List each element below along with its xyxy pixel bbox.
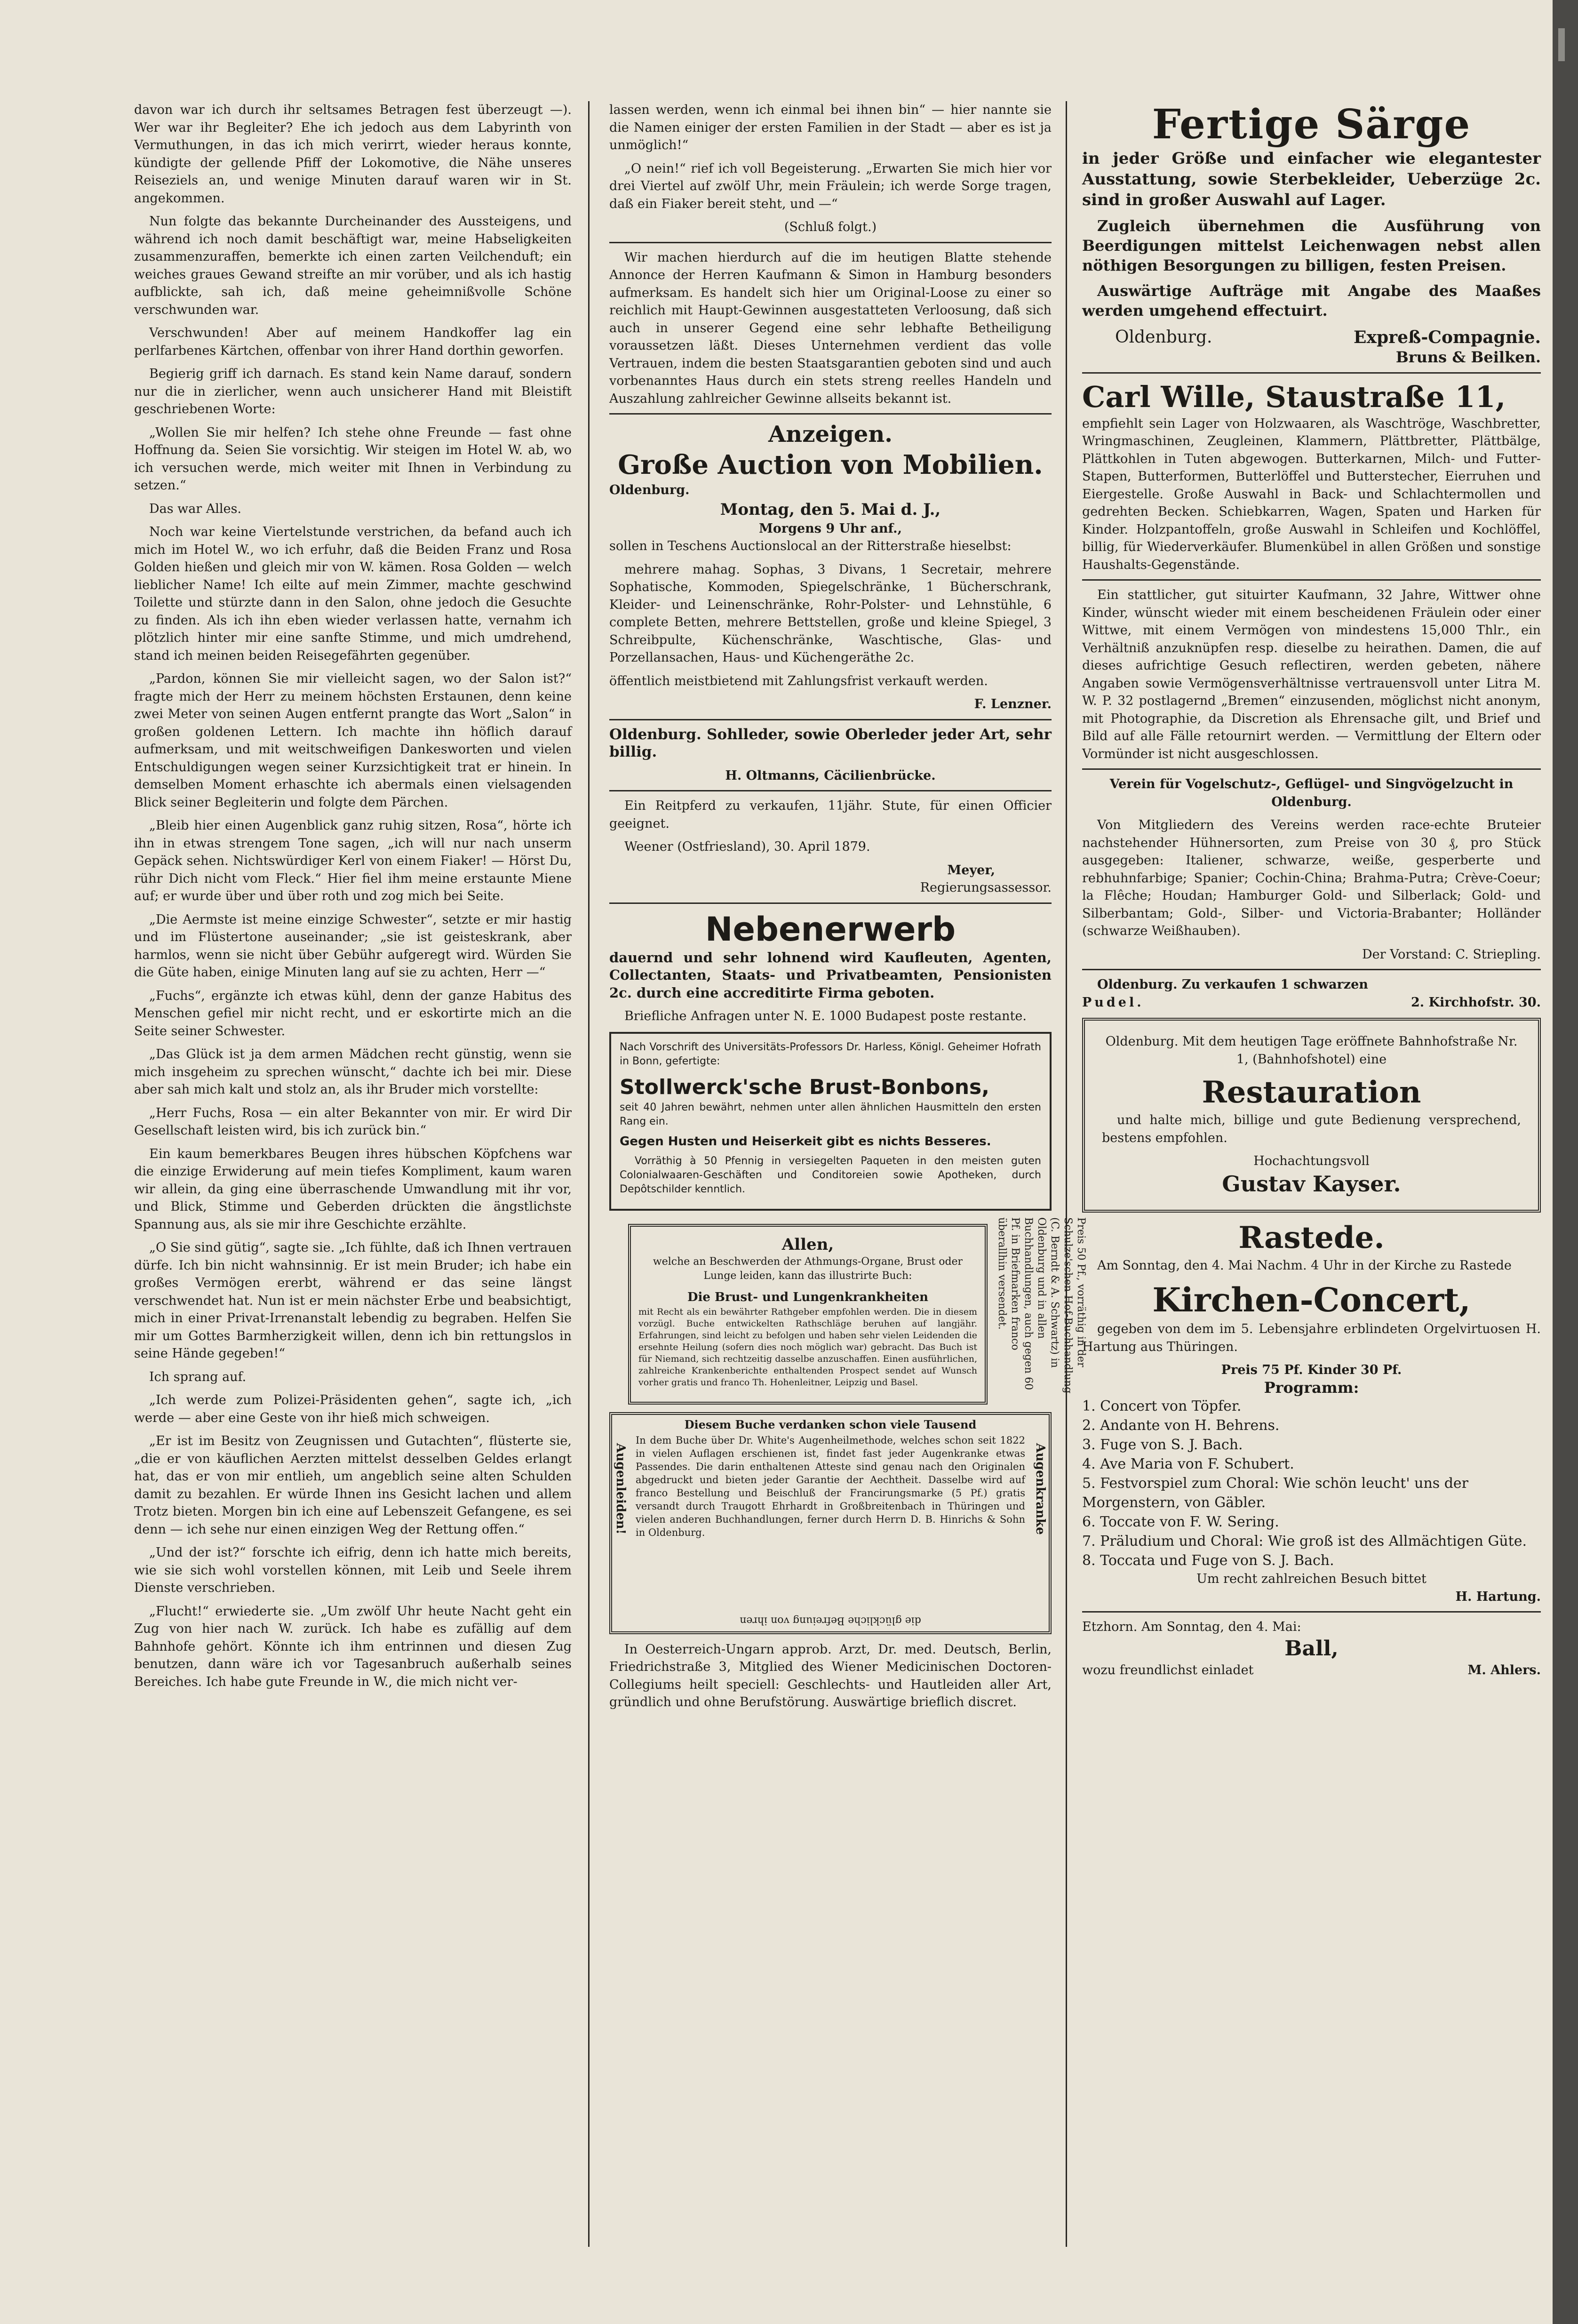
restaurant-text: Oldenburg. Mit dem heutigen Tage eröffnete Bahnhofstraße Nr. 1, (Bahnhofshotel) eine	[1105, 1034, 1518, 1067]
stollwerck-line2: Gegen Husten und Heiserkeit gibt es nichts Besseres.	[620, 1134, 991, 1149]
coffin-company: Expreß-Compagnie.	[1354, 327, 1541, 347]
concert-ad	[1082, 1219, 1541, 1606]
separator	[1082, 1611, 1541, 1613]
leather-text: Oldenburg. Sohlleder, sowie Oberleder jeder Art, sehr billig.	[609, 726, 1052, 760]
column-story	[134, 101, 572, 2305]
eye-body: In dem Buche über Dr. White's Augenheilmethode, welches schon seit 1822 in vielen Auflagen erschienen ist, findet fast jeder Augenkranke etwas Passendes. Die darin enthaltenen Atteste sind genau nach den Originalen abgedruckt und bieten jeder Garantie der Aechtheit. Dasselbe wird auf franco Bestellung und Beischluß der Francirungsmarke (5 Pf.) gratis versandt durch Traugott Ehrhardt in Großbreitenbach in Thüringen und vielen anderen Buchhandlungen, ferner durch Herrn D. B. Hinrichs & Sohn in Oldenburg.	[636, 1434, 1025, 1538]
auction-closing: öffentlich meistbietend mit Zahlungsfrist verkauft werden.	[609, 673, 988, 688]
coffin-ad	[1082, 101, 1541, 367]
auction-time: Morgens 9 Uhr anf.,	[759, 521, 902, 536]
ball-signature: M. Ahlers.	[1467, 1662, 1541, 1677]
bird-signature: Der Vorstand: C. Striepling.	[1362, 947, 1541, 962]
column-ads-middle	[609, 101, 1087, 2305]
auction-date: Montag, den 5. Mai d. J.,	[720, 500, 941, 519]
column-ads-right	[1082, 101, 1541, 2305]
program-item: 6. Toccate von F. W. Sering.	[1082, 1514, 1279, 1530]
lung-title: Allen,	[781, 1235, 834, 1254]
coffin-text3: Auswärtige Aufträge mit Angabe des Maaßes werden umgehend effectuirt.	[1082, 282, 1541, 319]
wille-text: empfiehlt sein Lager von Holzwaaren, als Waschtröge, Waschbretter, Wringmaschinen, Zeugleinen, Klammern, Plättbretter, Plättbälge, Plättkohlen in Tuten abgewogen. Butterkarnen, Milch- und Futter-Stapen, Butterformen, Butterlöffel und Butterstecher, Eierruhen und Eiergestelle. Große Auswahl in Back- und Schlachtermollen und gedrehten Becken. Schiebkarren, Wagen, Spaten und Harken für Kinder. Holzpantoffeln, große Auswahl in Schleifen und Kochlöffel, billig, für Wiederverkäufer. Blumenkübel in allen Größen und sonstige Haushalts-Gegenstände.	[1082, 416, 1541, 572]
lung-ad-block	[609, 1217, 1087, 1406]
bird-text: Von Mitgliedern des Vereins werden race-echte Bruteier nachstehender Hühnersorten, zum Preise von 30 ₰, pro Stück ausgegeben: Italiener, schwarze, weiße, gesperberte und rebhuhnfarbige; Spanier; Cochin-China; Brahma-Putra; Crève-Coeur; la Flêche; Houdan; Hamburger Gold- und Silberlack; Gold- und Silberbantam; Gold-, Silber- und Victoria-Brabanter; Holländer (schwarze Weißhauben).	[1082, 818, 1541, 938]
ball-line2: wozu freundlichst einladet	[1082, 1662, 1254, 1677]
lung-side-text: Preis 50 Pf., vorräthig in der Schulze'schen Hof-Buchhandlung (C. Berndt & A. Schwartz) in Oldenburg und in allen Buchhandlungen, auch gegen 60 Pf. in Briefmarken franco überallhin versendet.	[996, 1217, 1087, 1393]
section-title: Anzeigen.	[768, 421, 893, 447]
bird-club-ad	[1082, 775, 1541, 963]
nebenerwerb-text: dauernd und sehr lohnend wird Kaufleuten, Agenten, Collectanten, Staats- und Privatbeamten, Pensionisten 2c. durch eine accreditirte Firma geboten.	[609, 949, 1052, 1001]
dog-line1: Oldenburg. Zu verkaufen 1 schwarzen	[1097, 977, 1368, 992]
stollwerck-title: Stollwerck'sche Brust-Bonbons,	[620, 1075, 989, 1099]
to-be-continued: (Schluß folgt.)	[784, 220, 877, 234]
separator	[609, 790, 1052, 791]
eye-right: Augenkranke	[1033, 1443, 1047, 1535]
page-edge	[1553, 0, 1578, 2324]
restaurant-greet: Hochachtungsvoll	[1253, 1154, 1370, 1168]
dog-line2: Pudel.	[1082, 995, 1144, 1010]
nebenerwerb-title: Nebenerwerb	[705, 910, 956, 949]
story-paragraph: Das war Alles.	[149, 501, 242, 516]
editorial-notice: Wir machen hierdurch auf die im heutigen Blatte stehende Annonce der Herren Kaufmann & Simon in Hamburg besonders aufmerksam. Es handelt sich hier um Original-Loose zu einer so reichlich mit Haupt-Gewinnen ausgestatteten Verloosung, daß sich auch in unserer Gegend eine sehr lebhafte Betheiligung voraussetzen läßt. Dieses Unternehmen verdient das volle Vertrauen, indem die besten Staatsgarantien geboten sind und auch vorbenanntes Haus durch ein stets streng reelles Handeln und Auszahlung zahlreicher Gewinne allseits bekannt ist.	[609, 250, 1052, 406]
horse-title: Regierungsassessor.	[920, 880, 1052, 895]
story-paragraph: „Herr Fuchs, Rosa — ein alter Bekannter von mir. Er wird Dir Gesellschaft leisten wird, bis ich zurück bin.“	[134, 1105, 572, 1138]
story-paragraph: „Und der ist?“ forschte ich eifrig, denn ich hatte mich bereits, wie sie sich wohl vorstellen können, mit Leib und Seele ihrem Dienste verschrieben.	[134, 1545, 572, 1595]
separator	[609, 902, 1052, 904]
dog-row	[1082, 994, 1541, 1012]
separator	[609, 242, 1052, 243]
restaurant-title: Restauration	[1202, 1075, 1421, 1110]
lung-ad	[628, 1224, 988, 1405]
story-paragraph: davon war ich durch ihr seltsames Betragen fest überzeugt —). Wer war ihr Begleiter? Ehe ich jedoch aus dem Labyrinth von Vermuthungen, in das ich mich verirrt, wieder heraus konnte, kündigte der gellende Pfiff der Lokomotive, die Nähe unseres Reiseziels an, und wenige Minuten darauf waren wir in St. angekommen.	[134, 103, 572, 206]
story-paragraph: Ich sprang auf.	[149, 1369, 247, 1384]
nebenerwerb-reply: Briefliche Anfragen unter N. E. 1000 Budapest poste restante.	[624, 1009, 1027, 1023]
leather-signature: H. Oltmanns, Cäcilienbrücke.	[725, 768, 936, 783]
auction-signature: F. Lenzner.	[974, 697, 1052, 711]
story-paragraph: „Fuchs“, ergänzte ich etwas kühl, denn der ganze Habitus des Menschen gefiel mir nicht recht, und er eskortirte mich an die Seite seiner Schwester.	[134, 988, 572, 1038]
wille-ad	[1082, 379, 1541, 574]
concert-title: Kirchen-Concert,	[1152, 1280, 1471, 1319]
concert-price: Preis 75 Pf. Kinder 30 Pf.	[1221, 1363, 1402, 1377]
program-item: 5. Festvorspiel zum Choral: Wie schön leucht' uns der Morgenstern, von Gäbler.	[1082, 1475, 1469, 1511]
lung-body: mit Recht als ein bewährter Rathgeber empfohlen werden. Die in diesem vorzügl. Buche entwickelten Rathschläge beruhen auf langjähr. Erfahrungen, sind leicht zu befolgen und haben sehr vielen Leidenden die ersehnte Heilung (sofern dies noch möglich war) gebracht. Das Buch ist für Niemand, sich rechtzeitig dasselbe anzuschaffen. Einen ausführlichen, zahlreiche Krankenberichte enthaltenden Prospect sendet auf Wunsch vorher gratis und franco Th. Hohenleitner, Leipzig und Basel.	[638, 1307, 977, 1388]
separator	[1082, 768, 1541, 770]
horse-text: Ein Reitpferd zu verkaufen, 11jähr. Stute, für einen Officier geeignet.	[609, 799, 1052, 831]
marriage-ad: Ein stattlicher, gut situirter Kaufmann, 32 Jahre, Wittwer ohne Kinder, wünscht wieder mit einem bescheidenen Fräulein oder einer Wittwe, mit einem Vermögen von mindestens 15,000 Thlr., ein Verhältniß anzuknüpfen resp. dieselbe zu heirathen. Damen, die auf dieses aufrichtige Gesuch reflectiren, werden gebeten, nähere Angaben sowie Vermögensverhältnisse vertrauensvoll unter Litra M. W. P. 32 postlagernd „Bremen“ einzusenden, möglichst nicht anonym, mit Photographie, da Discretion als Ehrensache gilt, und Brief und Bild auf alle Fälle retournirt werden. — Vermittlung der Eltern oder Vormünder ist nicht ausgeschlossen.	[1082, 588, 1541, 761]
column-rule	[1066, 101, 1067, 2247]
story-paragraph: „Ich werde zum Polizei-Präsidenten gehen“, sagte ich, „ich werde — aber eine Geste von ihr hieß mich schweigen.	[134, 1393, 572, 1425]
restaurant-name: Gustav Kayser.	[1222, 1171, 1401, 1197]
story-paragraph: „Pardon, können Sie mir vielleicht sagen, wo der Salon ist?“ fragte mich der Herr zu meinem höchsten Erstaunen, denn keine zwei Meter von seinen Augen entfernt prangte das Wort „Salon“ in großen goldenen Lettern. Ich machte ihn höflich darauf aufmerksam, und mit weitschweifigen Dankesworten und vielen Entschuldigungen wegen seiner Kurzsichtigkeit trat er hinein. In demselben Moment erhaschte ich abermals einen vielsagenden Blick seiner Begleiterin und folgte dem Pärchen.	[134, 671, 572, 810]
binding-strip	[1558, 28, 1565, 61]
stollwerck-line1: seit 40 Jahren bewährt, nehmen unter allen ähnlichen Hausmitteln den ersten Rang ein.	[620, 1101, 1041, 1127]
concert-text: Am Sonntag, den 4. Mai Nachm. 4 Uhr in der Kirche zu Rastede	[1097, 1258, 1512, 1273]
restaurant-ad	[1082, 1018, 1541, 1213]
story-paragraph: Nun folgte das bekannte Durcheinander des Aussteigens, und während ich noch damit beschäftigt war, meine Habseligkeiten zusammenzuraffen, bemerkte ich einen zarten Veilchenduft; ein weiches graues Gewand streifte an mir vorüber, und als ich hastig aufblickte, sah ich, daß meine geheimnißvolle Schöne verschwunden war.	[134, 214, 572, 317]
story-paragraph: Begierig griff ich darnach. Es stand kein Name darauf, sondern nur die in zierlicher, wenn auch unsicherer Hand mit Bleistift geschriebenen Worte:	[134, 367, 572, 416]
ball-row	[1082, 1661, 1541, 1679]
program-item: 7. Präludium und Choral: Wie groß ist des Allmächtigen Güte.	[1082, 1533, 1527, 1549]
story-paragraph: „Er ist im Besitz von Zeugnissen und Gutachten“, flüsterte sie, „die er von käuflichen Aerzten mittelst desselben Geldes erlangt hat, das er von mir entlieh, um angeblich seine alten Schulden damit zu bezahlen. Er würde Ihnen ins Gesicht lachen und allem Trotz bieten. Morgen bin ich eine auf Lebenszeit Gefangene, es sei denn — ich sehe nur einen einzigen Weg der Rettung offen.“	[134, 1434, 572, 1537]
program-item: 2. Andante von H. Behrens.	[1082, 1417, 1280, 1434]
story-paragraph: Verschwunden! Aber auf meinem Handkoffer lag ein perlfarbenes Kärtchen, offenbar von ihrer Hand dorthin geworfen.	[134, 326, 572, 358]
story-paragraph: „Flucht!“ erwiederte sie. „Um zwölf Uhr heute Nacht geht ein Zug von hier nach W. zurück. Ich habe es zufällig auf dem Bahnhofe gehört. Könnte ich ihm entrinnen und diesen Zug benutzen, dann wäre ich vor Tagesanbruch außerhalb seines Bereiches. Ich habe gute Freunde in W., die mich nicht ver-	[134, 1604, 572, 1689]
coffin-owners: Bruns & Beilken.	[1395, 348, 1541, 366]
column-rule	[588, 101, 590, 2247]
separator	[609, 413, 1052, 415]
horse-name: Meyer,	[947, 863, 995, 878]
coffin-title: Fertige Särge	[1152, 101, 1471, 148]
dog-ad	[1082, 976, 1541, 1011]
horse-ad	[609, 797, 1052, 897]
concert-text2: gegeben von dem im 5. Lebensjahre erblindeten Orgelvirtuosen H. Hartung aus Thüringen.	[1082, 1322, 1541, 1354]
horse-place-date: Weener (Ostfriesland), 30. April 1879.	[624, 839, 870, 854]
concert-signature: H. Hartung.	[1455, 1589, 1541, 1604]
nebenerwerb-ad	[609, 910, 1052, 1025]
story-paragraph: „Die Aermste ist meine einzige Schwester“, setzte er mir hastig und im Flüstertone auseinander; „sie ist geisteskrank, aber harmlos, wenn sie nicht über Gebühr aufgeregt wird. Würden Sie die Güte haben, einige Minuten lang auf sie zu achten, Herr —“	[134, 912, 572, 980]
separator	[1082, 969, 1541, 970]
eye-left: Augenleiden!	[614, 1443, 628, 1534]
separator	[609, 719, 1052, 720]
coffin-city: Oldenburg.	[1115, 327, 1212, 347]
coffin-text1: in jeder Größe und einfacher wie elegantester Ausstattung, sowie Sterbekleider, Ueberzüge 2c. sind in großer Auswahl auf Lager.	[1082, 149, 1541, 209]
restaurant-text2: und halte mich, billige und gute Bedienung versprechend, bestens empfohlen.	[1102, 1113, 1521, 1145]
doctor-ad: In Oesterreich-Ungarn approb. Arzt, Dr. med. Deutsch, Berlin, Friedrichstraße 3, Mitglied des Wiener Medicinischen Doctoren-Collegiums heilt speciell: Geschlechts- und Hautleiden aller Art, gründlich und ohne Berufstörung. Auswärtige brieflich discret.	[609, 1642, 1052, 1709]
auction-title: Große Auction von Mobilien.	[618, 449, 1043, 480]
coffin-signature-row	[1082, 326, 1541, 349]
ball-ad	[1082, 1618, 1541, 1679]
program-item: 8. Toccata und Fuge von S. J. Bach.	[1082, 1552, 1334, 1569]
dog-line3: 2. Kirchhofstr. 30.	[1411, 995, 1541, 1010]
story-paragraph: „Wollen Sie mir helfen? Ich stehe ohne Freunde — fast ohne Hoffnung da. Seien Sie vorsichtig. Wir steigen im Hotel W. ab, wo ich versuchen werde, mich weiter mit Ihnen in Verbindung zu setzen.“	[134, 425, 572, 493]
story-paragraph: lassen werden, wenn ich einmal bei ihnen bin“ — hier nannte sie die Namen einiger der ersten Familien in der Stadt — aber es ist ja unmöglich!“	[609, 103, 1052, 152]
story-paragraph: „Das Glück ist ja dem armen Mädchen recht günstig, wenn sie mich insgeheim zu sprechen wünscht,“ dachte ich bei mir. Diese aber sah mich kalt und stolz an, als ihr Bruder mich vorstellte:	[134, 1047, 572, 1097]
story-paragraph: „O Sie sind gütig“, sagte sie. „Ich fühlte, daß ich Ihnen vertrauen dürfe. Ich bin nicht wahnsinnig. Er ist mein Bruder; ich habe ein großes Vermögen ererbt, während er das seine längst verschwendet hat. Nun ist er mein nächster Erbe und beabsichtigt, mich in einer Privat-Irrenanstalt lebendig zu begraben. Helfen Sie mir um Gottes Barmherzigkeit willen, denn ich bin rettungslos in seine Hände gegeben!“	[134, 1240, 572, 1361]
lung-intro: welche an Beschwerden der Athmungs-Organe, Brust oder Lunge leiden, kann das illustrirte Buch:	[653, 1255, 963, 1282]
stollwerck-ad	[609, 1032, 1052, 1211]
ball-line1: Etzhorn. Am Sonntag, den 4. Mai:	[1082, 1620, 1301, 1634]
ball-title: Ball,	[1284, 1636, 1339, 1661]
program-item: 4. Ave Maria von F. Schubert.	[1082, 1456, 1294, 1472]
lung-book: Die Brust- und Lungenkrankheiten	[687, 1290, 929, 1304]
eye-ad	[609, 1412, 1052, 1634]
concert-program-title: Programm:	[1264, 1378, 1359, 1397]
story-paragraph: Noch war keine Viertelstunde verstrichen, da befand auch ich mich im Hotel W., wo ich erfuhr, daß die Beiden Franz und Rosa Golden hießen und gleich mir von W. kämen. Rosa Golden — welch lieblicher Name! Ich eilte auf mein Zimmer, machte geschwind Toilette und stürzte dann in den Salon, ohne jedoch die Gesuchte zu finden. Als ich ihn eben wieder verlassen hatte, vernahm ich plötzlich hinter mir eine sanfte Stimme, und mich umdrehend, stand ich meinen beiden Reisegefährten gegenüber.	[134, 525, 572, 663]
stollwerck-line3: Vorräthig à 50 Pfennig in versiegelten Paqueten in den meisten guten Colonialwaaren-Geschäften und Conditoreien sowie Apotheken, durch Depôtschilder kenntlich.	[620, 1155, 1041, 1195]
auction-items: mehrere mahag. Sophas, 3 Divans, 1 Secretair, mehrere Sophatische, Kommoden, Spiegelschränke, 1 Bücherschrank, Kleider- und Leinenschränke, Rohr-Polster- und Lehnstühle, 6 complete Betten, mehrere Bettstellen, große und kleine Spiegel, 3 Schreibpulte, Küchenschränke, Waschtische, Glas- und Porzellansachen, Haus- und Küchengeräthe 2c.	[609, 562, 1052, 665]
auction-ad	[609, 448, 1052, 713]
program-item: 3. Fuge von S. J. Bach.	[1082, 1437, 1243, 1453]
program-item: 1. Concert von Töpfer.	[1082, 1398, 1242, 1414]
stollwerck-intro: Nach Vorschrift des Universitäts-Professors Dr. Harless, Königl. Geheimer Hofrath in Bonn, gefertigte:	[620, 1041, 1041, 1067]
coffin-text2: Zugleich übernehmen die Ausführung von Beerdigungen mittelst Leichenwagen nebst allen nöthigen Besorgungen zu billigen, festen Preisen.	[1082, 217, 1541, 274]
wille-title: Carl Wille, Staustraße 11,	[1082, 379, 1506, 414]
story-paragraph: „Bleib hier einen Augenblick ganz ruhig sitzen, Rosa“, hörte ich ihn in etwas strengem Tone sagen, „ich will nur nach unserm Gepäck sehen. Nichtswürdiger Kerl von einem Fiaker! — Hörst Du, rühr Dich nicht vom Fleck.“ Hier fiel ihm meine erstaunte Miene auf; er wurde über und über roth und zog mich bei Seite.	[134, 818, 572, 903]
auction-intro: sollen in Teschens Auctionslocal an der Ritterstraße hieselbst:	[609, 539, 1012, 553]
auction-place: Oldenburg.	[609, 483, 690, 497]
leather-ad	[609, 726, 1052, 785]
concert-place: Rastede.	[1238, 1220, 1385, 1255]
concert-closing: Um recht zahlreichen Besuch bittet	[1196, 1572, 1427, 1586]
bird-title: Verein für Vogelschutz-, Geflügel- und Singvögelzucht in Oldenburg.	[1109, 777, 1514, 809]
story-paragraph: Ein kaum bemerkbares Beugen ihres hübschen Köpfchens war die einzige Erwiderung auf mein tiefes Kompliment, kaum waren wir allein, da ging eine überraschende Umwandlung mit ihr vor, und Blick, Stimme und Geberden drückten die ängstlichste Spannung aus, als sie mir ihre Geschichte erzählte.	[134, 1146, 572, 1232]
separator	[1082, 372, 1541, 374]
eye-top: Diesem Buche verdanken schon viele Tausend	[684, 1417, 977, 1431]
story-paragraph: „O nein!“ rief ich voll Begeisterung. „Erwarten Sie mich hier vor drei Viertel auf zwölf Uhr, mein Fräulein; ich werde Sorge tragen, daß ein Fiaker bereit steht, und —“	[609, 161, 1052, 211]
separator	[1082, 579, 1541, 581]
eye-bottom: die glückliche Befreiung von ihren	[740, 1614, 921, 1627]
